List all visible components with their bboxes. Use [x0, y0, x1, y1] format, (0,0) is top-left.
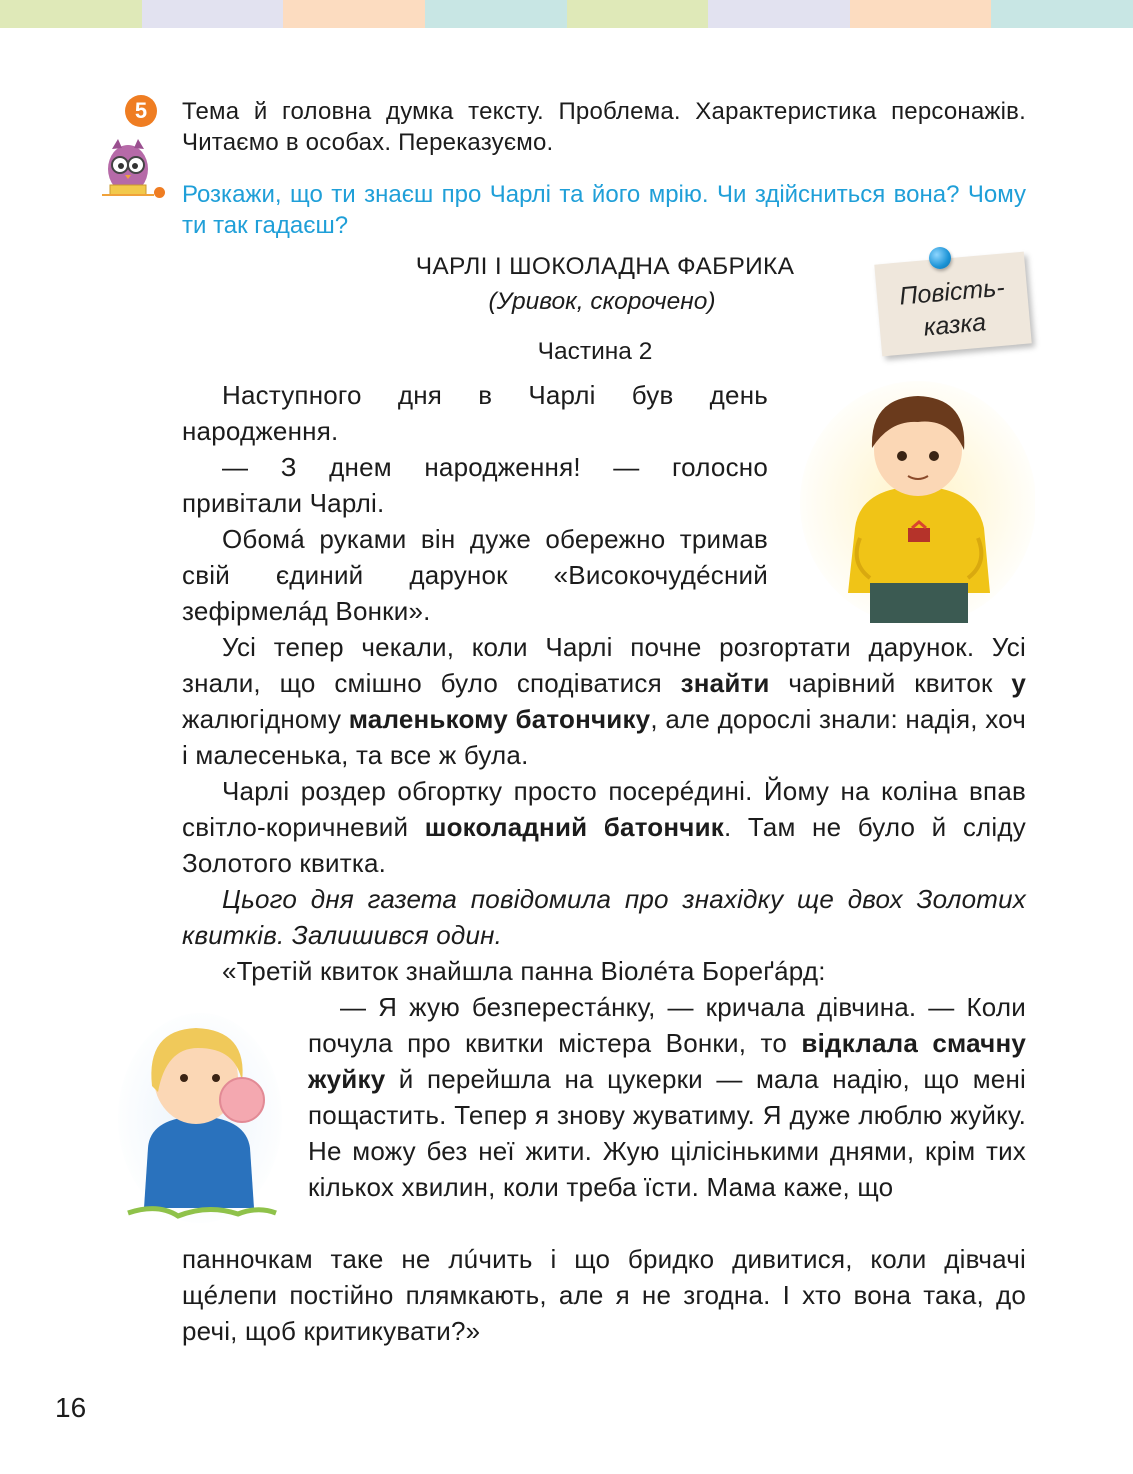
paragraph: Чарлі роздер обгортку просто посерéдині. Йому на коліна впав світло-коричневий шоколадний батончик. Там не було й сліду Золотого квитка. [182, 776, 1026, 878]
part-label: Частина 2 [537, 338, 653, 365]
girl-illustration [118, 1008, 283, 1223]
header-stripe [991, 0, 1133, 28]
header-stripe [425, 0, 567, 28]
story-title: ЧАРЛІ І ШОКОЛАДНА ФАБРИКА [415, 253, 795, 280]
pin-icon [929, 247, 951, 269]
genre-label: Повість-казка [898, 273, 1006, 342]
header-stripe [708, 0, 850, 28]
boy-illustration [800, 378, 1035, 628]
task-bullet [154, 187, 165, 198]
paragraph: Наступного дня в Чарлі був день народження. [182, 380, 768, 446]
header-stripe [142, 0, 284, 28]
paragraph: «Третій квиток знайшла панна Віолéта Бореґáрд: [222, 956, 826, 986]
paragraph: — Я жую безперестáнку, — кричала дівчина. — Коли почула про квитки містера Вонки, то відклала смачну жуйку й перейшла на цукерки — мала надію, що мені пощастить. Тепер я знову жуватиму. Я дуже люблю жуйку. Не можу без неї жити. Жую цілісінькими днями, крім тих кількох хвилин, коли треба їсти. Мама каже, що [308, 992, 1027, 1202]
paragraph: Усі тепер чекали, коли Чарлі почне розгортати дарунок. Усі знали, що смішно було сподіватися знайти чарівний квиток у жалюгідному маленькому батончику, але дорослі знали: надія, хоч і малесенька, та все ж була. [182, 632, 1026, 770]
paragraph: — З днем народження! — голосно привітали Чарлі. [182, 452, 768, 518]
header-stripe [283, 0, 425, 28]
genre-sticky-note [874, 252, 1031, 357]
paragraph: Цього дня газета повідомила про знахідку ще двох Золотих квитків. Залишився один. [182, 884, 1026, 950]
header-stripe [567, 0, 709, 28]
header-stripe [850, 0, 992, 28]
lesson-task: Розкажи, що ти знаєш про Чарлі та його мрію. Чи здійсниться вона? Чому ти так гадаєш? [182, 181, 1026, 239]
page-number: 16 [55, 1392, 87, 1423]
lesson-topic: Тема й головна думка тексту. Проблема. Характеристика персонажів. Читаємо в особах. Переказуємо. [182, 98, 1026, 156]
header-stripe-bar [0, 0, 1133, 28]
paragraph: Обомá руками він дуже обережно тримав свій єдиний дарунок «Високочудéсний зефірмелáд Вонки». [182, 524, 768, 626]
owl-mascot-icon [100, 135, 156, 201]
header-stripe [0, 0, 142, 28]
paragraph: панночкам таке не лúчить і що бридко дивитися, коли дівчачі щéлепи постійно плямкають, але я не згодна. І хто вона така, до речі, щоб критикувати?» [182, 1244, 1026, 1346]
story-subtitle: (Уривок, скорочено) [488, 288, 716, 315]
lesson-number-badge: 5 [125, 95, 157, 127]
